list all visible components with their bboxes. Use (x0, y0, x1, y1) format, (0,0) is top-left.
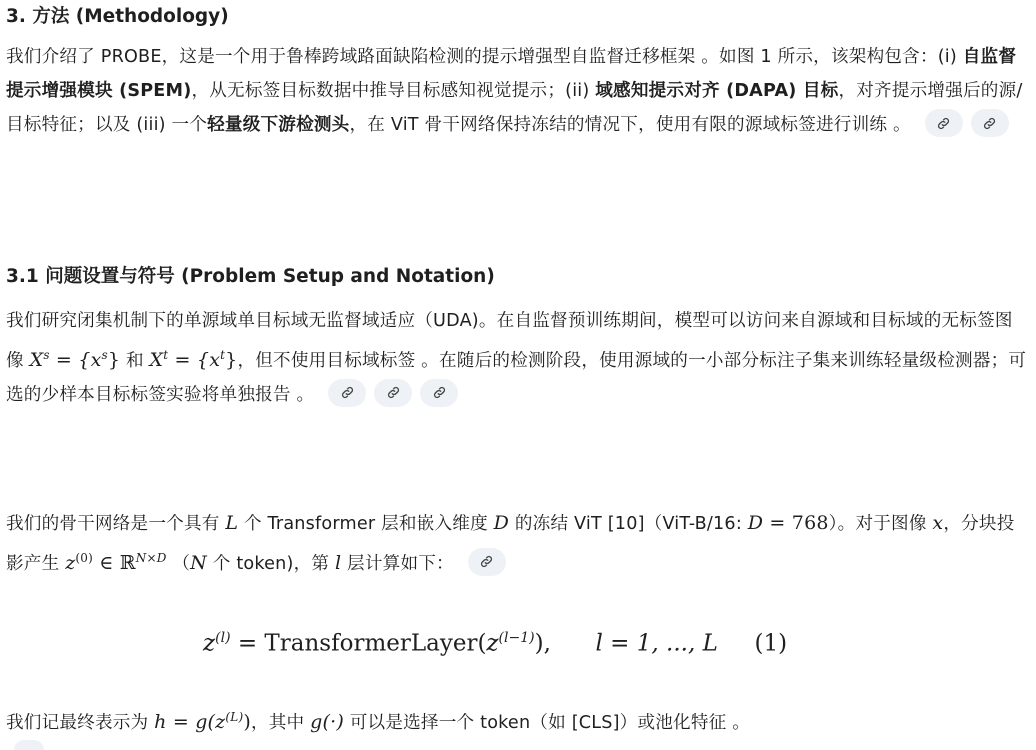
citation-button[interactable] (420, 379, 458, 407)
problem-setup-paragraph (6, 304, 1030, 412)
math: l = 1, ..., L (595, 630, 718, 657)
math: z (203, 630, 216, 657)
text: ）。对于图像 (828, 514, 933, 534)
citation-button[interactable] (468, 548, 506, 576)
bold-term-spem: 自监督提示增强模块 (SPEM) (6, 47, 1017, 101)
text: ，但不使用目标域标签 。在随后的检测阶段，使用源域的一小部分标注子集来训练轻量级检测器；可选的少样本目标标签实验将单独报告 。 (6, 350, 1027, 405)
math: L (225, 512, 239, 534)
math: t (163, 348, 169, 362)
link-icon (936, 116, 951, 131)
bold-term-dapa: 域感知提示对齐 (DAPA) 目标 (595, 81, 839, 101)
text: 个 Transformer 层和嵌入维度 (238, 514, 494, 534)
link-icon (982, 116, 997, 131)
text: ，在 ViT 骨干网络保持冻结的情况下，使用有限的源域标签进行训练 。 (349, 115, 911, 135)
text: （ (166, 553, 191, 574)
methodology-paragraph (6, 40, 1030, 142)
link-icon (340, 385, 355, 400)
bold-term-detection-head: 轻量级下游检测头 (207, 115, 350, 135)
math: N×D (135, 551, 167, 565)
math: (0) (75, 551, 94, 565)
math: l (334, 551, 342, 574)
text: 我们记最终表示为 (6, 712, 155, 733)
math: D (747, 512, 764, 534)
section-heading-methodology: 3. 方法 (Methodology) (6, 6, 229, 27)
math: h = g(z (154, 710, 226, 733)
text: ，对齐提示增强后的源/目标特征；以及 (iii) 一个 (6, 81, 1023, 135)
math: = TransformerLayer( (230, 630, 487, 657)
section-heading-problem-setup: 3.1 问题设置与符号 (Problem Setup and Notation) (6, 266, 495, 287)
math: x (932, 512, 944, 534)
math: s (43, 348, 50, 362)
citation-button[interactable] (925, 109, 963, 137)
math: ∈ ℝ (93, 551, 136, 574)
text: 我们介绍了 PROBE，这是一个用于鲁棒跨域路面缺陷检测的提示增强型自监督迁移框架 。如图 1 所示，该架构包含：(i) (6, 47, 963, 67)
link-icon (386, 385, 401, 400)
equation-1 (203, 630, 787, 657)
link-icon (432, 385, 447, 400)
citation-button[interactable] (971, 109, 1009, 137)
math: } (107, 348, 121, 371)
citation-button-partial[interactable] (14, 740, 44, 750)
text: ，从无标签目标数据中推导目标感知视觉提示；(ii) (191, 81, 596, 101)
math: ) (243, 710, 251, 733)
math: D (493, 512, 510, 534)
math: s (101, 348, 108, 362)
backbone-paragraph (6, 506, 1030, 581)
text: 个 token)，第 (206, 553, 335, 574)
math: N (190, 551, 207, 574)
math: X (29, 348, 44, 371)
math: = {x (49, 348, 102, 371)
text: 我们的骨干网络是一个具有 (6, 514, 226, 534)
math: t (220, 348, 226, 362)
representation-paragraph (6, 700, 1030, 740)
math: z (65, 551, 76, 574)
math: (l) (215, 630, 231, 646)
math: = 768 (763, 512, 829, 534)
citation-button[interactable] (374, 379, 412, 407)
math: z (486, 630, 499, 657)
text: 的冻结 ViT [10]（ViT-B/16: (509, 514, 748, 534)
text: ，其中 (250, 712, 311, 733)
math: ), (534, 630, 551, 657)
math: g(·) (310, 710, 344, 733)
citation-button[interactable] (328, 379, 366, 407)
text: ，分块投影产生 (6, 514, 1015, 574)
text: 可以是选择一个 token（如 [CLS]）或池化特征 。 (343, 712, 751, 733)
math: = {x (168, 348, 221, 371)
math: (l−1) (498, 630, 535, 646)
text: 层计算如下： (341, 553, 454, 574)
math: } (225, 348, 238, 371)
link-icon (479, 554, 494, 569)
math: X (149, 348, 164, 371)
math: (L) (225, 710, 244, 724)
equation-number: (1) (754, 630, 788, 657)
text: 和 (120, 350, 150, 371)
text: 我们研究闭集机制下的单源域单目标域无监督域适应（UDA)。在自监督预训练期间，模型可以访问来自源域和目标域的无标签图像 (6, 311, 1013, 371)
